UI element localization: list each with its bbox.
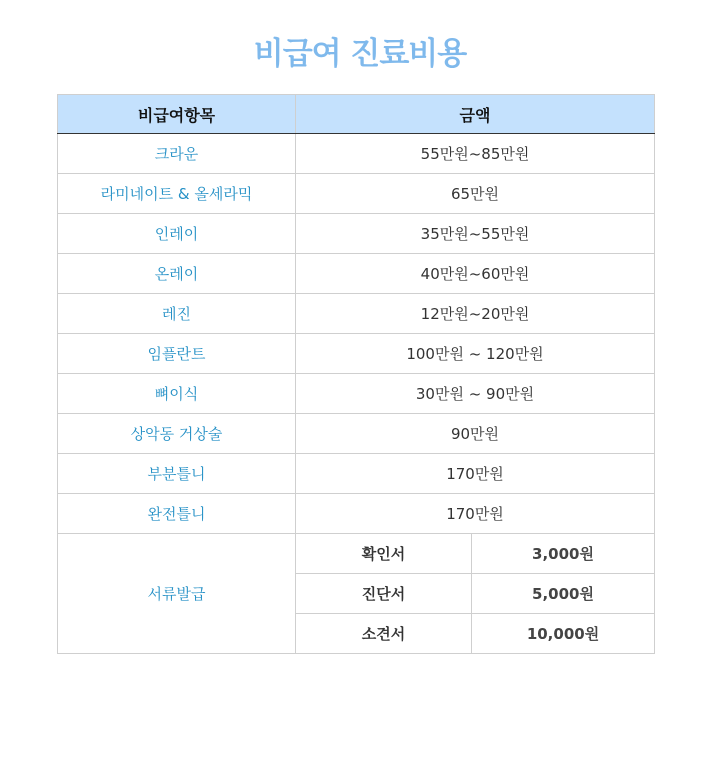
item-name: 라미네이트 & 올세라믹 — [58, 174, 296, 214]
item-amount: 55만원~85만원 — [296, 134, 655, 174]
document-amount: 5,000원 — [472, 574, 655, 614]
table-header-row — [58, 95, 655, 134]
table-row — [58, 334, 655, 374]
item-name: 크라운 — [58, 134, 296, 174]
header-amount: 금액 — [296, 95, 655, 134]
item-amount: 170만원 — [296, 494, 655, 534]
item-name: 완전틀니 — [58, 494, 296, 534]
table-row — [58, 454, 655, 494]
item-name: 온레이 — [58, 254, 296, 294]
item-amount: 12만원~20만원 — [296, 294, 655, 334]
header-item: 비급여항목 — [58, 95, 296, 134]
document-name: 소견서 — [296, 614, 472, 654]
item-name: 상악동 거상술 — [58, 414, 296, 454]
item-amount: 40만원~60만원 — [296, 254, 655, 294]
document-name: 진단서 — [296, 574, 472, 614]
document-amount: 3,000원 — [472, 534, 655, 574]
fee-table — [57, 94, 655, 654]
table-row — [58, 254, 655, 294]
item-amount: 65만원 — [296, 174, 655, 214]
item-name-documents: 서류발급 — [58, 534, 296, 654]
item-name: 임플란트 — [58, 334, 296, 374]
document-amount: 10,000원 — [472, 614, 655, 654]
item-amount: 90만원 — [296, 414, 655, 454]
item-amount: 170만원 — [296, 454, 655, 494]
table-row — [58, 214, 655, 254]
item-name: 뼈이식 — [58, 374, 296, 414]
page-title: 비급여 진료비용 — [253, 36, 467, 72]
table-row — [58, 414, 655, 454]
table-row — [58, 374, 655, 414]
item-amount: 100만원 ~ 120만원 — [296, 334, 655, 374]
item-amount: 35만원~55만원 — [296, 214, 655, 254]
document-name: 확인서 — [296, 534, 472, 574]
table-row — [58, 294, 655, 334]
table-row — [58, 134, 655, 174]
table-row — [58, 174, 655, 214]
item-name: 레진 — [58, 294, 296, 334]
table-row — [58, 534, 655, 574]
item-amount: 30만원 ~ 90만원 — [296, 374, 655, 414]
item-name: 부분틀니 — [58, 454, 296, 494]
item-name: 인레이 — [58, 214, 296, 254]
table-row — [58, 494, 655, 534]
